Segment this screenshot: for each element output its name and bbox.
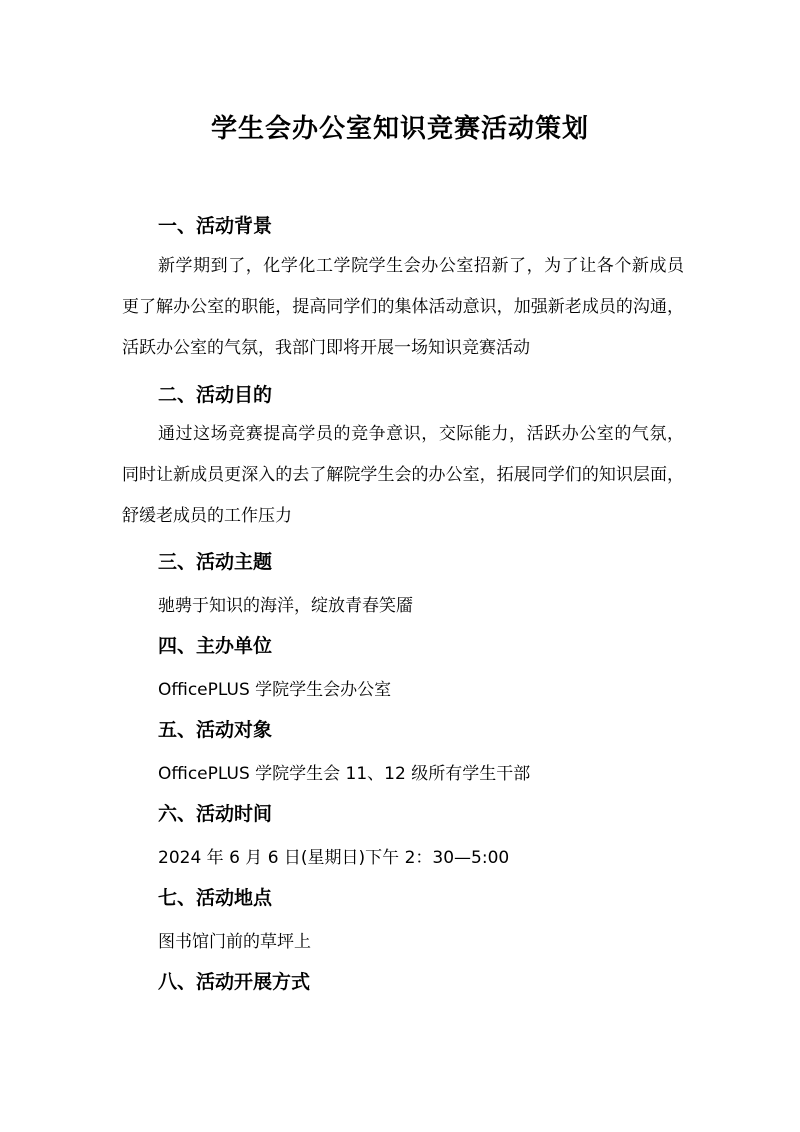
- section-heading-location: 七、活动地点: [158, 887, 273, 909]
- section-heading-target: 五、活动对象: [158, 719, 273, 741]
- section-heading-organizer: 四、主办单位: [158, 635, 273, 657]
- section-body-purpose: 通过这场竞赛提高学员的竞争意识，交际能力，活跃办公室的气氛，同时让新成员更深入的去了解院学生会的办公室，拓展同学们的知识层面，舒缓老成员的工作压力: [122, 424, 684, 526]
- section-body-background: 新学期到了，化学化工学院学生会办公室招新了，为了让各个新成员更了解办公室的职能，提高同学们的集体活动意识，加强新老成员的沟通，活跃办公室的气氛，我部门即将开展一场知识竞赛活动: [122, 256, 684, 358]
- section-body-target: OfficePLUS 学院学生会 11、12 级所有学生干部: [158, 764, 531, 784]
- section-heading-theme: 三、活动主题: [158, 551, 273, 573]
- section-heading-background: 一、活动背景: [158, 215, 273, 237]
- section-body-location: 图书馆门前的草坪上: [158, 932, 311, 952]
- section-body-theme: 驰骋于知识的海洋，绽放青春笑靥: [158, 596, 413, 616]
- section-body-organizer: OfficePLUS 学院学生会办公室: [158, 680, 392, 700]
- document-title: 学生会办公室知识竞赛活动策划: [210, 114, 589, 144]
- section-body-time: 2024 年 6 月 6 日(星期日)下午 2：30—5:00: [158, 848, 510, 868]
- section-heading-purpose: 二、活动目的: [158, 384, 273, 406]
- section-heading-time: 六、活动时间: [158, 803, 273, 825]
- section-heading-format: 八、活动开展方式: [158, 971, 311, 993]
